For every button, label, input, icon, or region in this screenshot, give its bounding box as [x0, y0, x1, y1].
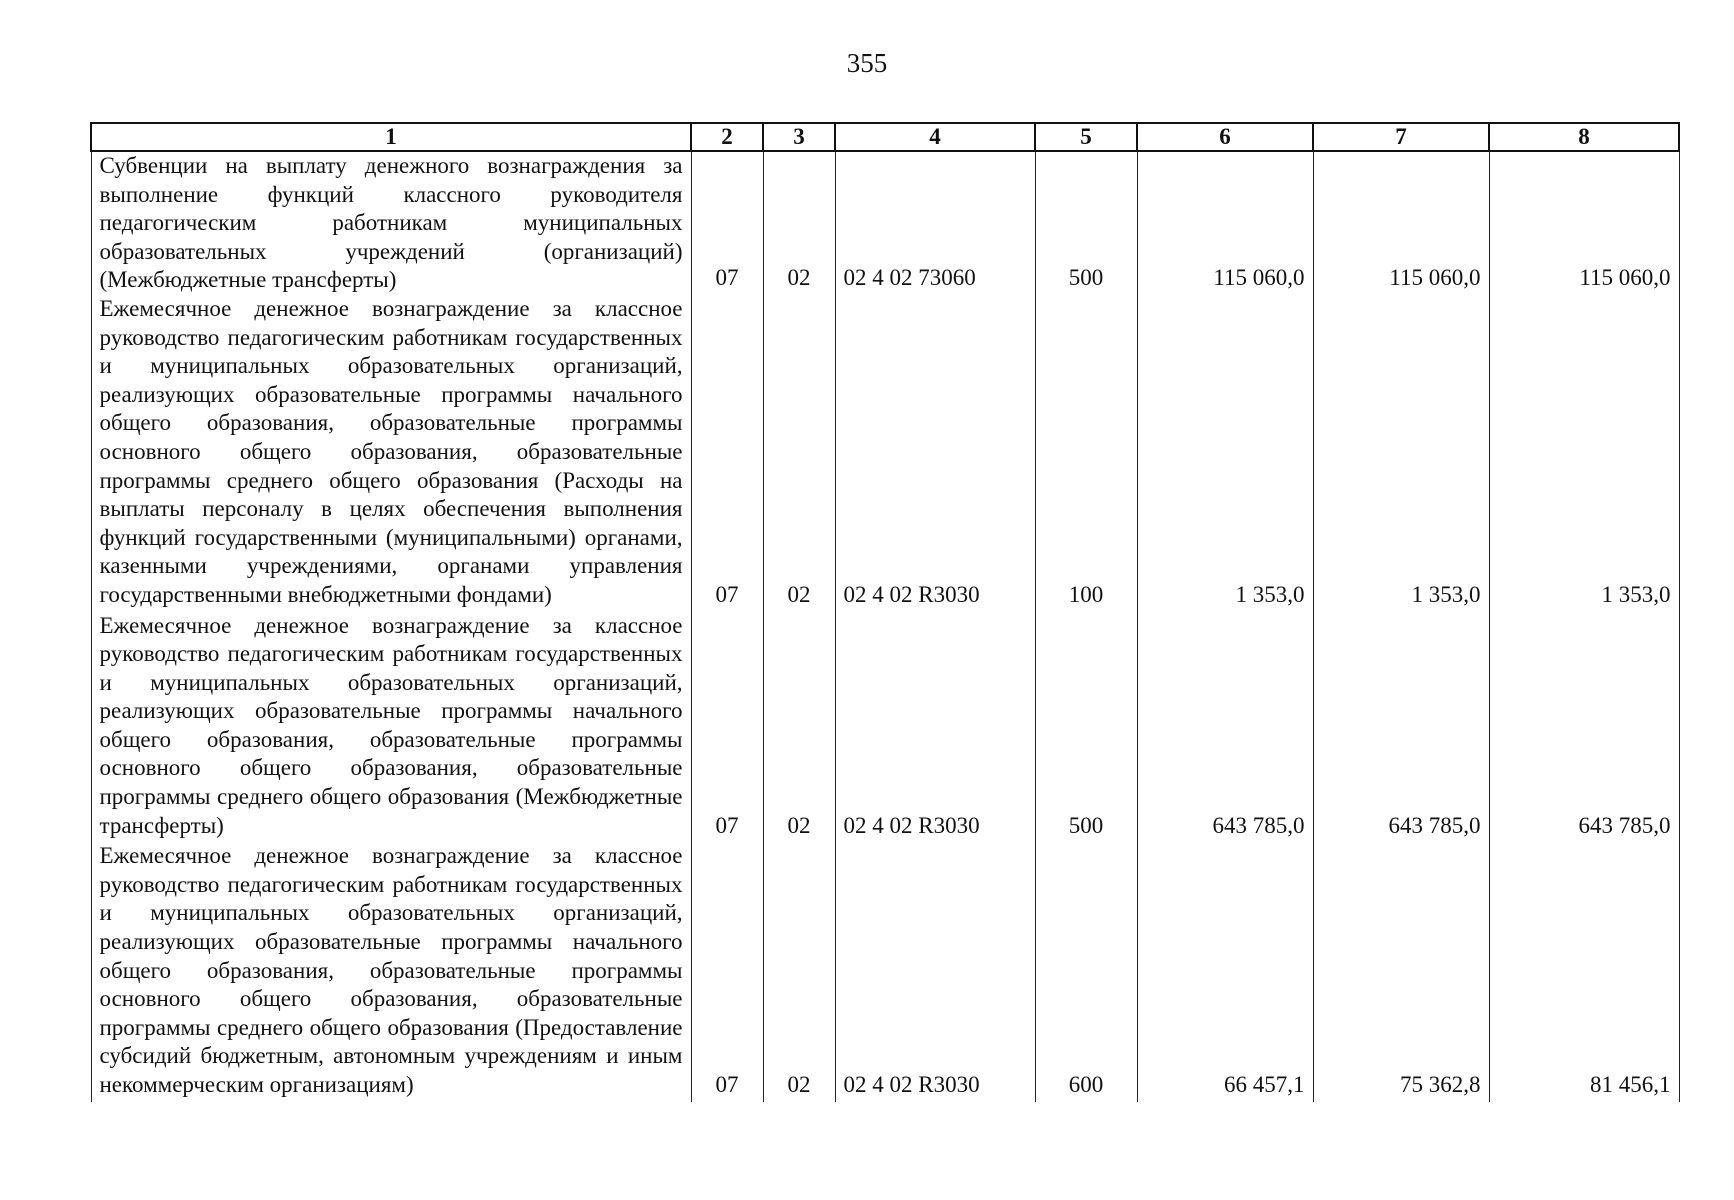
- table-row: [91, 612, 1679, 843]
- row-amount-8: 1 353,0: [1489, 295, 1679, 612]
- row-subsection: 02: [763, 151, 835, 295]
- row-expense-type: 600: [1035, 842, 1137, 1101]
- header-col-7: 7: [1313, 123, 1489, 151]
- row-description: Ежемесячное денежное вознаграждение за классное руководство педагогическим работникам государственных и муниципальных образовательных организаций, реализующих образовательные программы начального общего образования, образовательные программы основного общего образования, образовательные программы среднего общего образования (Расходы на выплаты персоналу в целях обеспечения выполнения функций государственными (муниципальными) органами, казенными учреждениями, органами управления государственными внебюджетными фондами): [91, 295, 691, 612]
- budget-table: [90, 122, 1680, 1102]
- row-expense-type: 500: [1035, 151, 1137, 295]
- row-subsection: 02: [763, 842, 835, 1101]
- header-col-1: 1: [91, 123, 691, 151]
- row-amount-7: 1 353,0: [1313, 295, 1489, 612]
- row-target-code: 02 4 02 R3030: [835, 295, 1035, 612]
- header-row: [91, 123, 1679, 151]
- table-row: [91, 842, 1679, 1101]
- table-row: [91, 151, 1679, 295]
- row-amount-7: 75 362,8: [1313, 842, 1489, 1101]
- header-col-6: 6: [1137, 123, 1313, 151]
- row-target-code: 02 4 02 R3030: [835, 612, 1035, 843]
- row-target-code: 02 4 02 73060: [835, 151, 1035, 295]
- row-description: Ежемесячное денежное вознаграждение за классное руководство педагогическим работникам государственных и муниципальных образовательных организаций, реализующих образовательные программы начального общего образования, образовательные программы основного общего образования, образовательные программы среднего общего образования (Предоставление субсидий бюджетным, автономным учреждениям и иным некоммерческим организациям): [91, 842, 691, 1101]
- row-amount-8: 643 785,0: [1489, 612, 1679, 843]
- header-col-4: 4: [835, 123, 1035, 151]
- header-col-8: 8: [1489, 123, 1679, 151]
- row-subsection: 02: [763, 295, 835, 612]
- row-subsection: 02: [763, 612, 835, 843]
- row-amount-6: 1 353,0: [1137, 295, 1313, 612]
- row-description: Субвенции на выплату денежного вознаграждения за выполнение функций классного руководителя педагогическим работникам муниципальных образовательных учреждений (организаций) (Межбюджетные трансферты): [91, 151, 691, 295]
- header-col-5: 5: [1035, 123, 1137, 151]
- row-amount-7: 643 785,0: [1313, 612, 1489, 843]
- row-section: 07: [691, 842, 763, 1101]
- row-expense-type: 500: [1035, 612, 1137, 843]
- header-col-2: 2: [691, 123, 763, 151]
- row-expense-type: 100: [1035, 295, 1137, 612]
- row-amount-8: 81 456,1: [1489, 842, 1679, 1101]
- row-target-code: 02 4 02 R3030: [835, 842, 1035, 1101]
- row-section: 07: [691, 612, 763, 843]
- row-section: 07: [691, 151, 763, 295]
- row-amount-7: 115 060,0: [1313, 151, 1489, 295]
- page-number: 355: [846, 48, 888, 78]
- header-col-3: 3: [763, 123, 835, 151]
- row-description: Ежемесячное денежное вознаграждение за классное руководство педагогическим работникам государственных и муниципальных образовательных организаций, реализующих образовательные программы начального общего образования, образовательные программы основного общего образования, образовательные программы среднего общего образования (Межбюджетные трансферты): [91, 612, 691, 843]
- row-amount-6: 115 060,0: [1137, 151, 1313, 295]
- row-amount-6: 643 785,0: [1137, 612, 1313, 843]
- row-amount-6: 66 457,1: [1137, 842, 1313, 1101]
- row-section: 07: [691, 295, 763, 612]
- row-amount-8: 115 060,0: [1489, 151, 1679, 295]
- table-row: [91, 295, 1679, 612]
